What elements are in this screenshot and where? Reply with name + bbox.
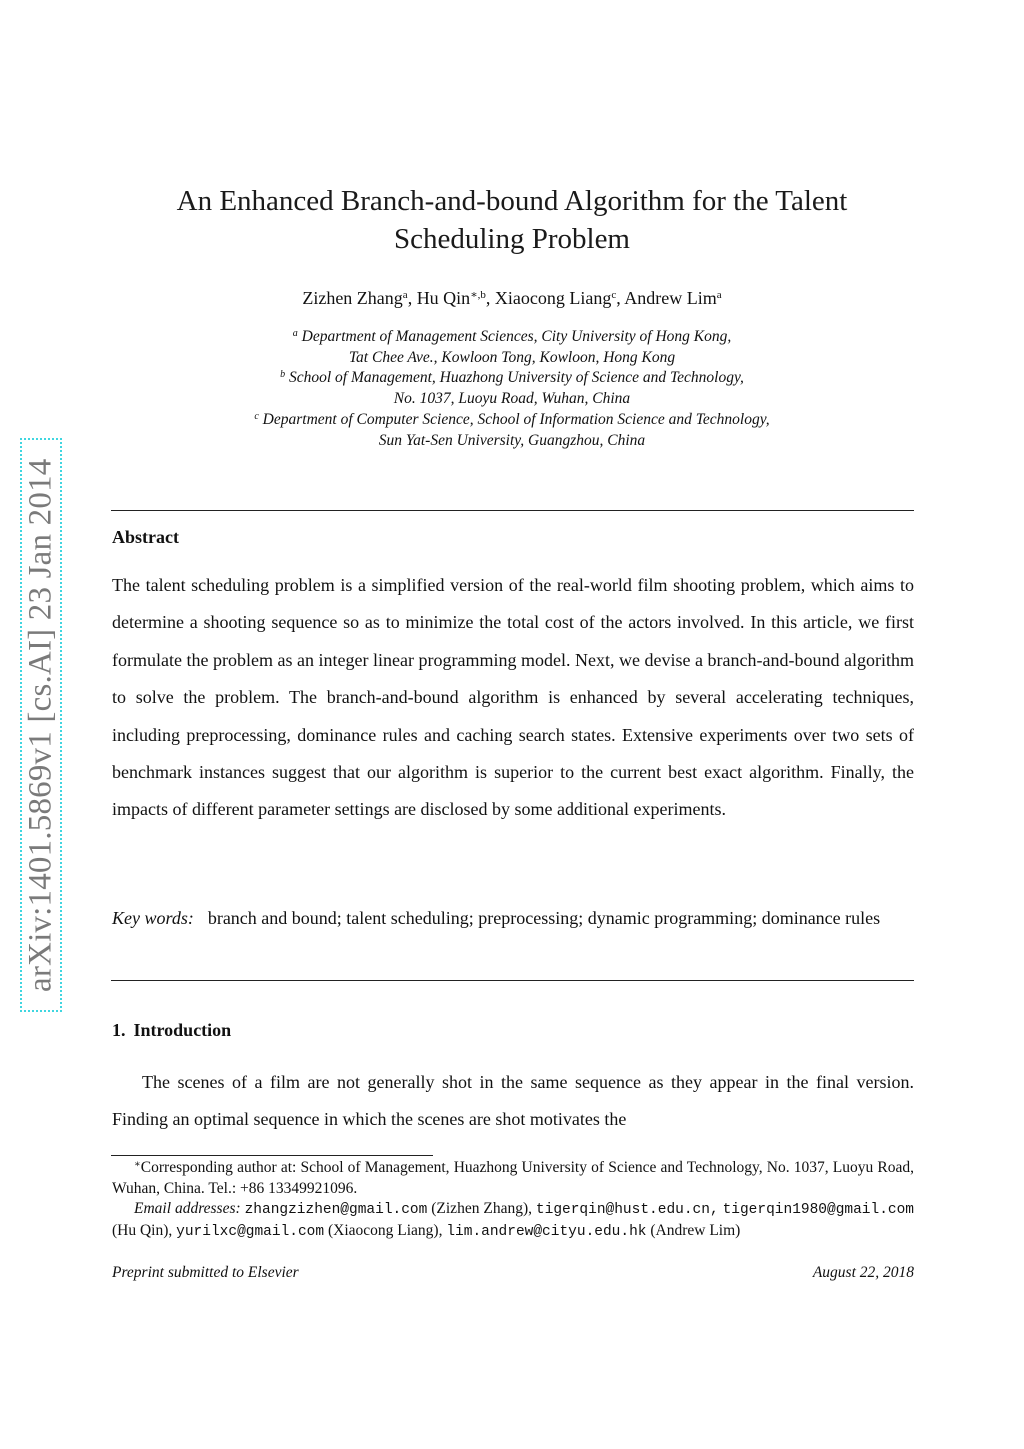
abstract-heading: Abstract [112,527,179,547]
affiliation-mark: c [254,410,259,422]
email-link[interactable]: yurilxc@gmail.com [176,1223,325,1240]
affiliation-b-line-1 [112,368,912,389]
affiliation-text: Department of Computer Science, School of Information Science and Technology, [262,410,770,428]
author-mark: a [716,289,722,301]
author-name: Xiaocong Liang [494,288,612,308]
paper-title [112,182,912,258]
footnote-mark: ∗ [134,1159,141,1170]
email-link[interactable]: zhangzizhen@gmail.com [244,1202,428,1219]
keywords-label: Key words: [112,908,194,928]
keywords-list: branch and bound; talent scheduling; preprocessing; dynamic programming; dominance rules [207,908,881,928]
email-owner: (Zizhen Zhang), [431,1200,532,1218]
abstract-bottom-rule [111,980,914,981]
title-line-2: Scheduling Problem [393,223,630,255]
affiliation-b-line-2: No. 1037, Luoyu Road, Wuhan, China [393,390,631,408]
affiliation-mark: b [280,369,286,381]
affiliation-list [112,327,912,451]
affiliation-a-line-2: Tat Chee Ave., Kowloon Tong, Kowloon, Hong Kong [348,348,676,366]
affiliation-a-line-1 [112,327,912,348]
preprint-journal: Preprint submitted to Elsevier [112,1264,299,1281]
author-name: Hu Qin [416,288,471,308]
arxiv-identifier[interactable]: arXiv:1401.5869v1 [cs.AI] 23 Jan 2014 [22,458,59,992]
section-number: 1. [112,1020,126,1040]
author-mark: c [611,289,617,301]
title-line-1: An Enhanced Branch-and-bound Algorithm for the Talent [176,185,848,217]
author-separator: , [485,288,495,308]
email-link[interactable]: tigerqin1980@gmail.com [722,1202,915,1219]
affiliation-text: Department of Management Sciences, City University of Hong Kong, [301,328,732,345]
abstract-top-rule [111,510,914,511]
author-mark: ∗,b [470,289,486,301]
email-label: Email addresses: [134,1200,241,1218]
preprint-line [112,1264,914,1282]
abstract-body: The talent scheduling problem is a simplified version of the real-world film shooting problem, which aims to determine a shooting sequence so as to minimize the total cost of the actors involved. In this article, we first formulate the problem as an integer linear programming model. Next, we devise a branch-and-bound algorithm to solve the problem. The branch-and-bound algorithm is enhanced by several accelerating techniques, including preprocessing, dominance rules and caching search states. Extensive experiments over two sets of benchmark instances suggest that our algorithm is superior to the current best exact algorithm. Finally, the impacts of different parameter settings are disclosed by some additional experiments. [112,575,914,820]
section-title: Introduction [133,1020,232,1040]
email-owner: (Hu Qin), [112,1221,173,1239]
author-list [112,286,912,310]
footnote-rule [111,1155,433,1156]
affiliation-c-line-1 [112,410,912,431]
section-heading-introduction [112,1020,231,1041]
footnote-corresponding [112,1158,914,1199]
affiliation-text: School of Management, Huazhong University of Science and Technology, [289,369,744,387]
introduction-body: The scenes of a film are not generally shot in the same sequence as they appear in the final version. Finding an optimal sequence in which the scenes are shot motivates the [112,1072,914,1130]
author-name: Andrew Lim [624,288,717,308]
preprint-date: August 22, 2018 [812,1264,914,1281]
corresponding-text: Corresponding author at: School of Management, Huazhong University of Science and Technology, No. 1037, Luoyu Road, Wuhan, China. Tel.: +86 13349921096. [112,1159,914,1197]
author-name: Zizhen Zhang [302,288,403,308]
email-link[interactable]: tigerqin@hust.edu.cn, [535,1202,719,1219]
email-owner: (Xiaocong Liang), [327,1221,443,1239]
author-separator: , [616,288,625,308]
author-mark: a [402,289,408,301]
email-owner: (Andrew Lim) [650,1221,741,1239]
keywords [112,900,914,937]
email-link[interactable]: lim.andrew@cityu.edu.hk [446,1223,647,1240]
footnote [112,1158,914,1242]
affiliation-mark: a [292,328,298,339]
author-separator: , [407,288,417,308]
affiliation-c-line-2: Sun Yat-Sen University, Guangzhou, China [378,431,646,449]
footnote-emails [112,1199,914,1242]
